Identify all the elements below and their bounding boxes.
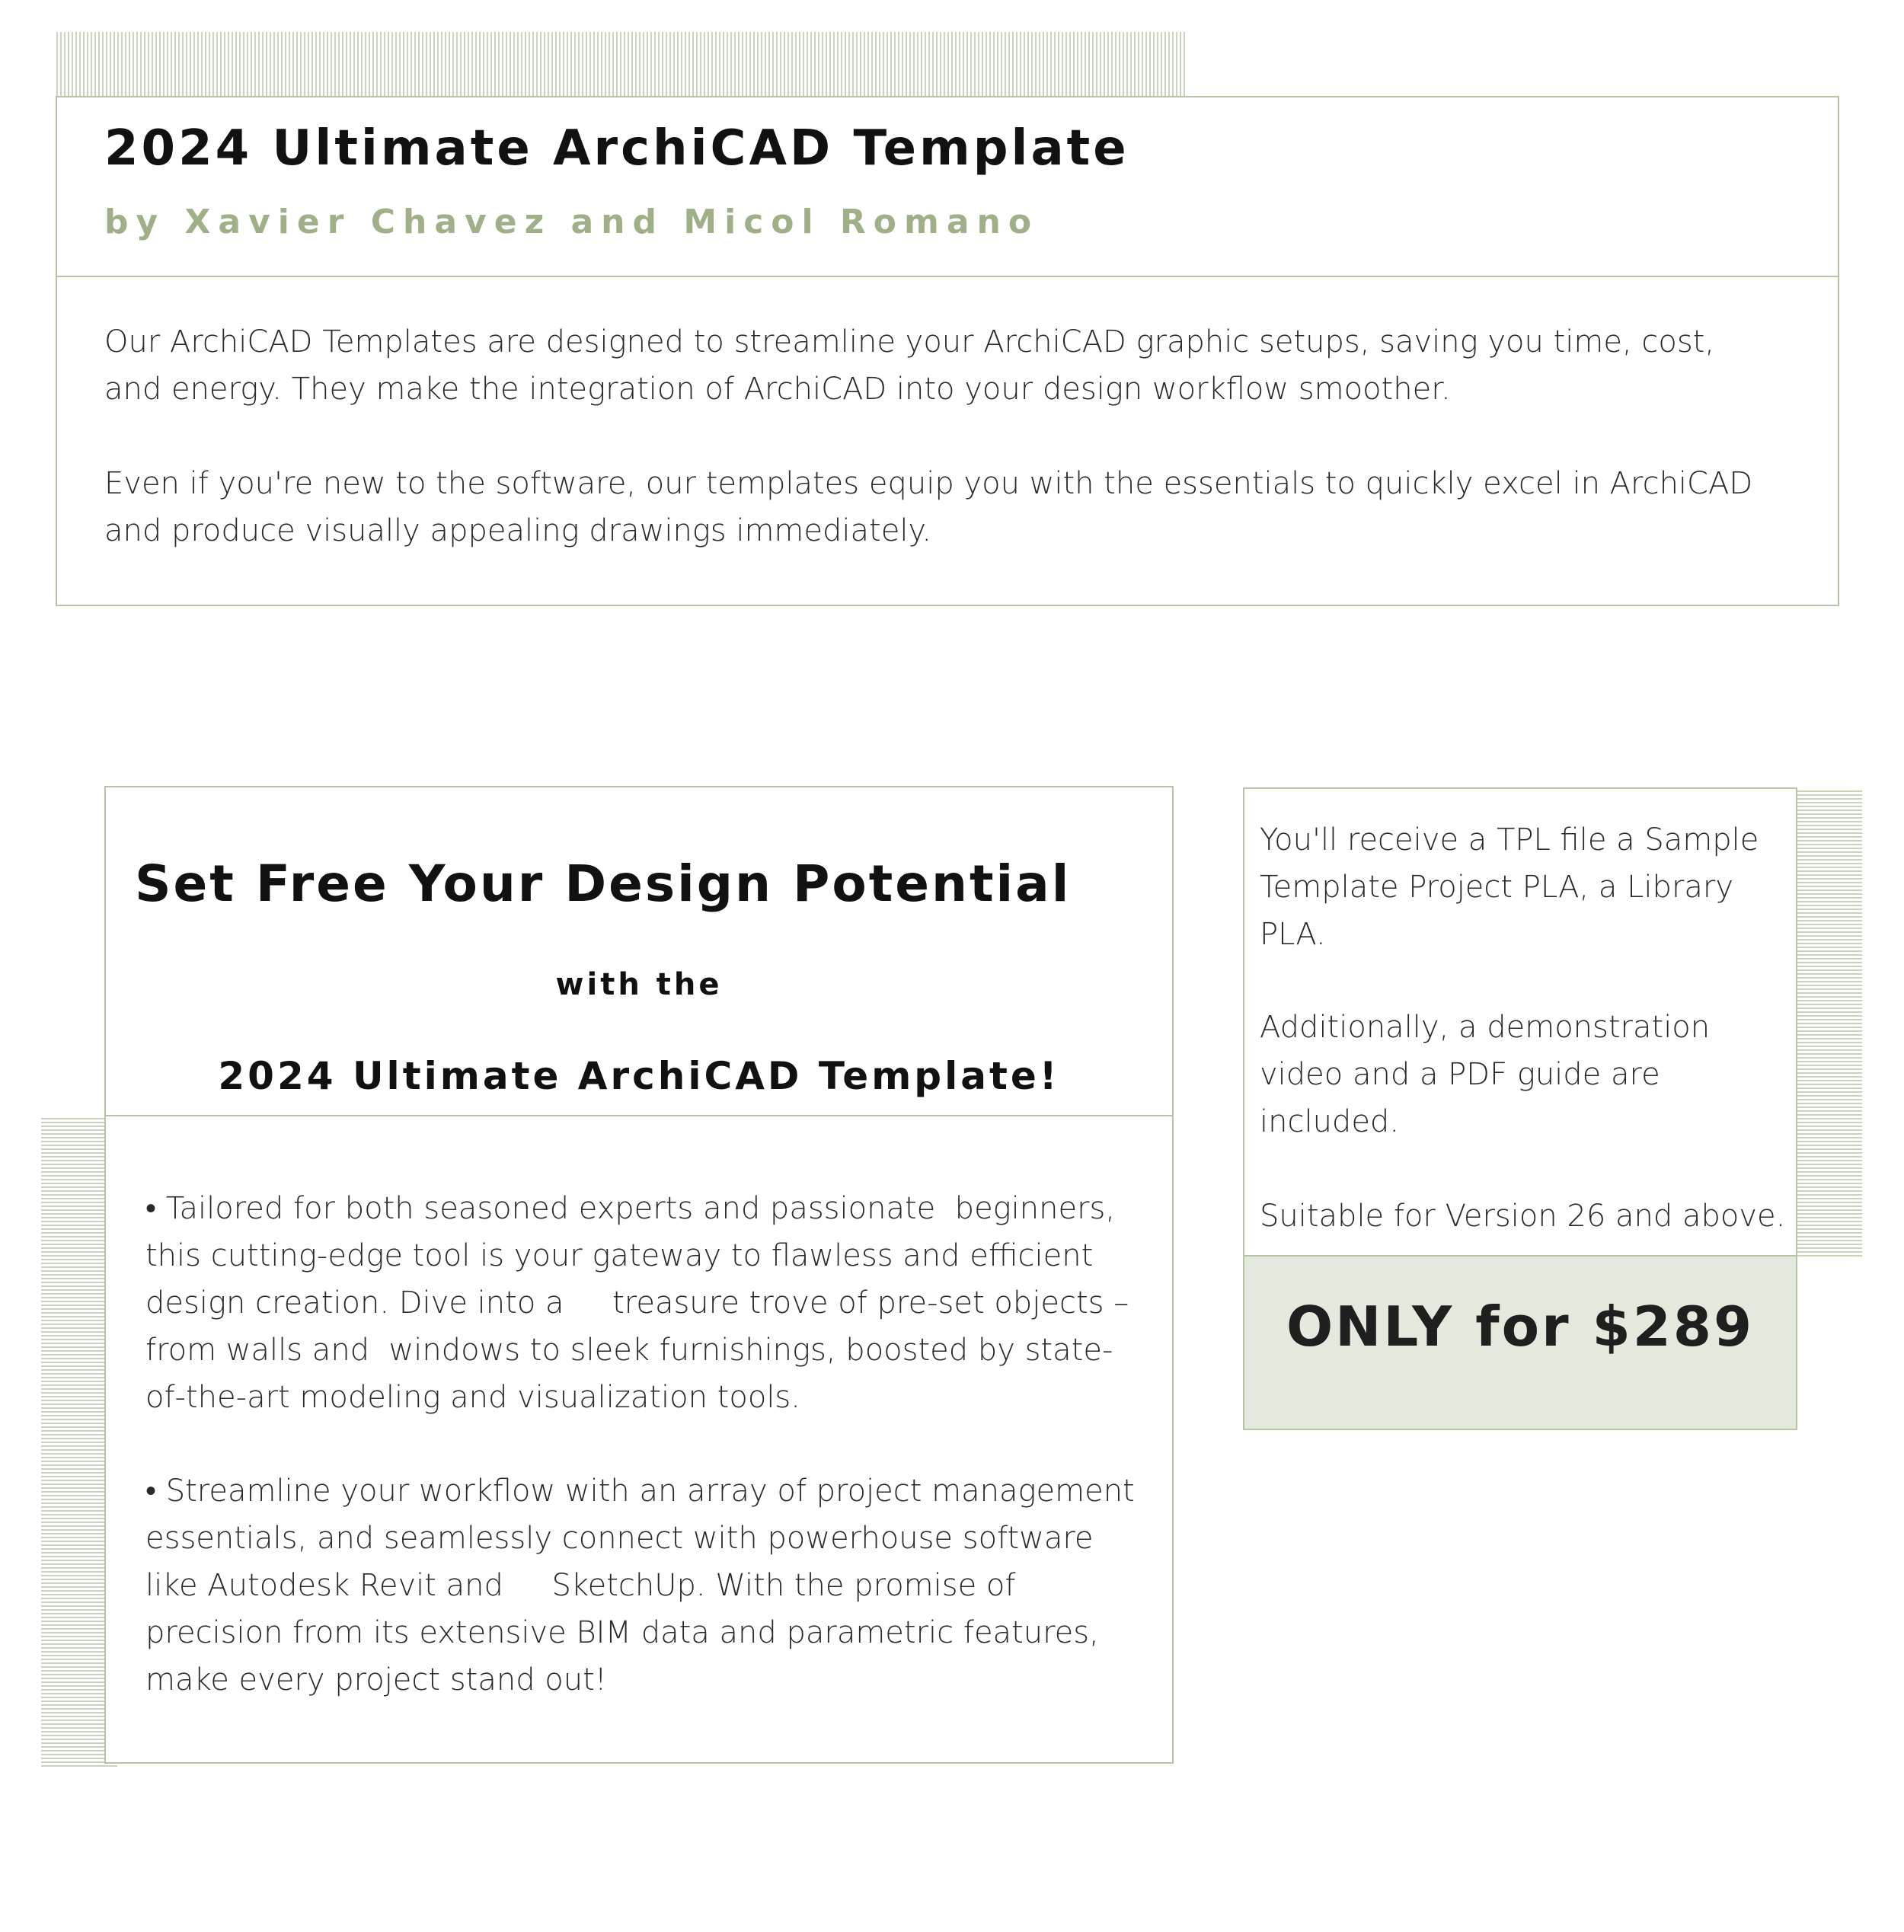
intro-paragraph-2: Even if you're new to the software, our templates equip you with the essentials to quickly excel in ArchiCAD and produce visually appealing drawings immediately. xyxy=(104,466,1753,548)
decorative-stripes-right xyxy=(1790,789,1862,1257)
promo-card xyxy=(104,786,1174,1764)
page-title: 2024 Ultimate ArchiCAD Template xyxy=(104,120,1129,177)
promo-divider xyxy=(106,1115,1172,1116)
promo-bullet-2: • Streamline your workflow with an array of project management essentials, and seamlessly connect with powerhouse software like Autodesk Revit and SketchUp. With the promise of precision from its extensive BIM data and parametric features, make every project stand out! xyxy=(145,1474,1145,1697)
promo-connector: with the xyxy=(555,967,723,1002)
package-card xyxy=(1243,787,1797,1257)
header-divider xyxy=(57,276,1838,277)
promo-headline: Set Free Your Design Potential xyxy=(135,854,1072,913)
promo-bullet-1: • Tailored for both seasoned experts and passionate beginners, this cutting-edge tool is your gateway to flawless and efficient design creation. Dive into a treasure trove of pre-set objects – from walls and windows to sleek furnishings, boosted by state-of-the-art modeling and visualization tools. xyxy=(145,1191,1139,1415)
author-credit: by Xavier Chavez and Micol Romano xyxy=(104,203,1040,241)
package-extras: Additionally, a demonstration video and a PDF guide are included. xyxy=(1260,1010,1711,1139)
intro-card xyxy=(56,96,1839,606)
promo-product-name: 2024 Ultimate ArchiCAD Template! xyxy=(218,1054,1060,1098)
package-compatibility: Suitable for Version 26 and above. xyxy=(1260,1199,1786,1234)
price-label: ONLY for $289 xyxy=(1286,1295,1755,1359)
package-contents: You'll receive a TPL file a Sample Template Project PLA, a Library PLA. xyxy=(1260,822,1759,952)
intro-paragraph-1: Our ArchiCAD Templates are designed to streamline your ArchiCAD graphic setups, saving you time, cost, and energy. They make the integration of ArchiCAD into your design workflow smoother. xyxy=(104,324,1715,407)
price-card xyxy=(1243,1255,1797,1430)
